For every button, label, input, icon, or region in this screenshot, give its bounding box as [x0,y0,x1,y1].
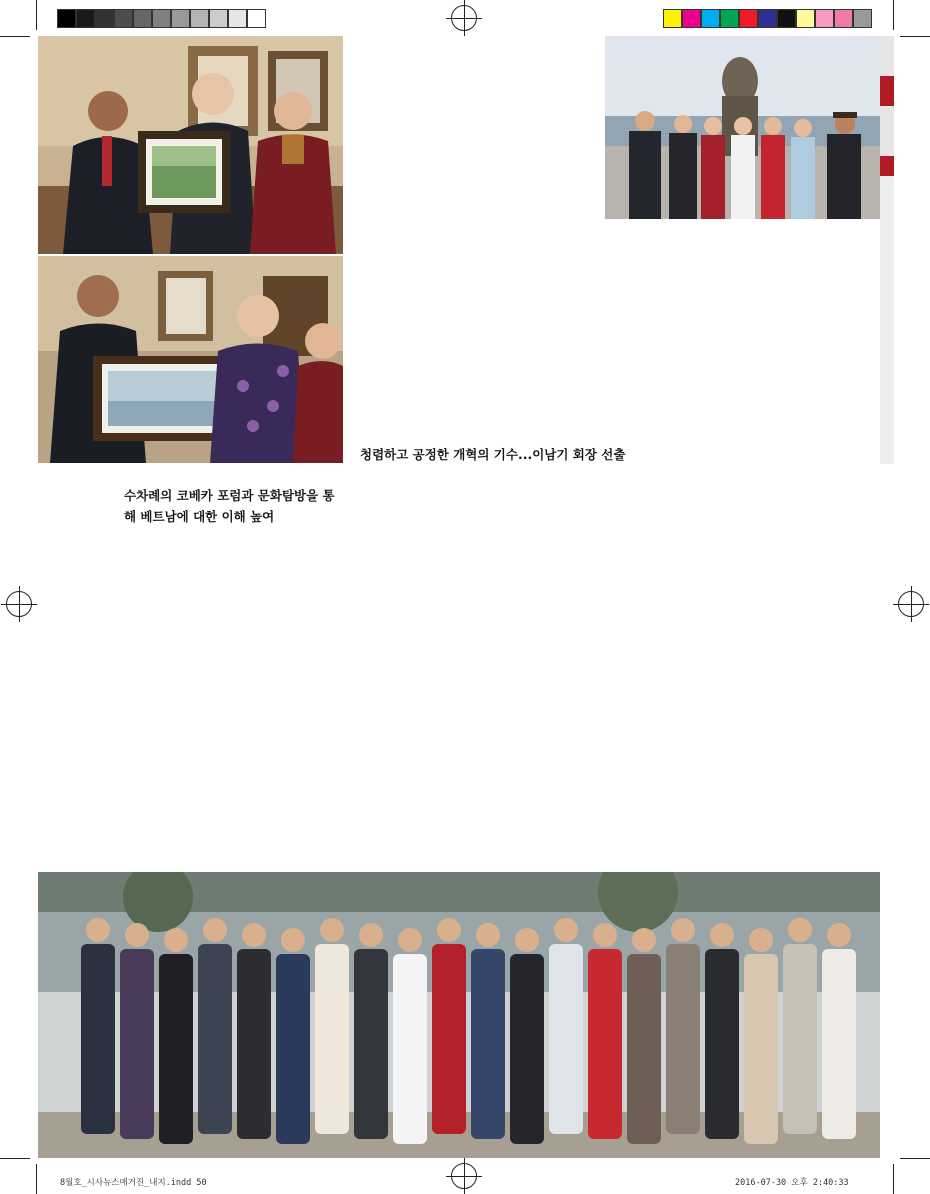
color-swatch [834,9,853,28]
color-swatch [663,9,682,28]
color-swatch [853,9,872,28]
footer-timestamp: 2016-07-30 오후 2:40:33 [735,1178,849,1188]
crop-mark [900,1158,930,1159]
main-heading: 청렴하고 공정한 개혁의 기수...이남기 회장 선출 [360,447,626,462]
footer-filename: 8월호_시사뉴스매거진_내지.indd 50 [60,1178,207,1188]
crop-mark [0,1158,30,1159]
registration-mark-left [6,591,32,617]
color-swatch [720,9,739,28]
crop-mark [36,1164,37,1194]
registration-mark-bottom [451,1163,477,1189]
photo-group-at-museum [605,36,880,219]
color-swatch [682,9,701,28]
color-swatch [76,9,95,28]
crop-mark [893,1164,894,1194]
color-swatch [171,9,190,28]
color-swatch [796,9,815,28]
color-swatch-bar [663,9,872,28]
crop-mark [36,0,37,30]
photo-painting-presentation [38,36,343,254]
color-swatch [777,9,796,28]
color-swatch [758,9,777,28]
registration-mark-right [898,591,924,617]
color-swatch [228,9,247,28]
registration-mark-top [451,5,477,31]
color-swatch [152,9,171,28]
decorative-red-bar [880,36,894,464]
color-swatch [95,9,114,28]
color-swatch [190,9,209,28]
color-swatch [114,9,133,28]
color-swatch [247,9,266,28]
color-swatch [739,9,758,28]
color-swatch [815,9,834,28]
crop-mark [893,0,894,30]
color-swatch [133,9,152,28]
gray-swatch-bar [57,9,266,28]
crop-mark [0,36,30,37]
photo-painting-presentation-2 [38,256,343,463]
photo-large-group [38,872,880,1158]
color-swatch [701,9,720,28]
sidebar-heading: 수차례의 코베카 포럼과 문화탐방을 통해 베트남에 대한 이해 높여 [124,488,335,524]
color-swatch [209,9,228,28]
crop-mark [900,36,930,37]
color-swatch [57,9,76,28]
